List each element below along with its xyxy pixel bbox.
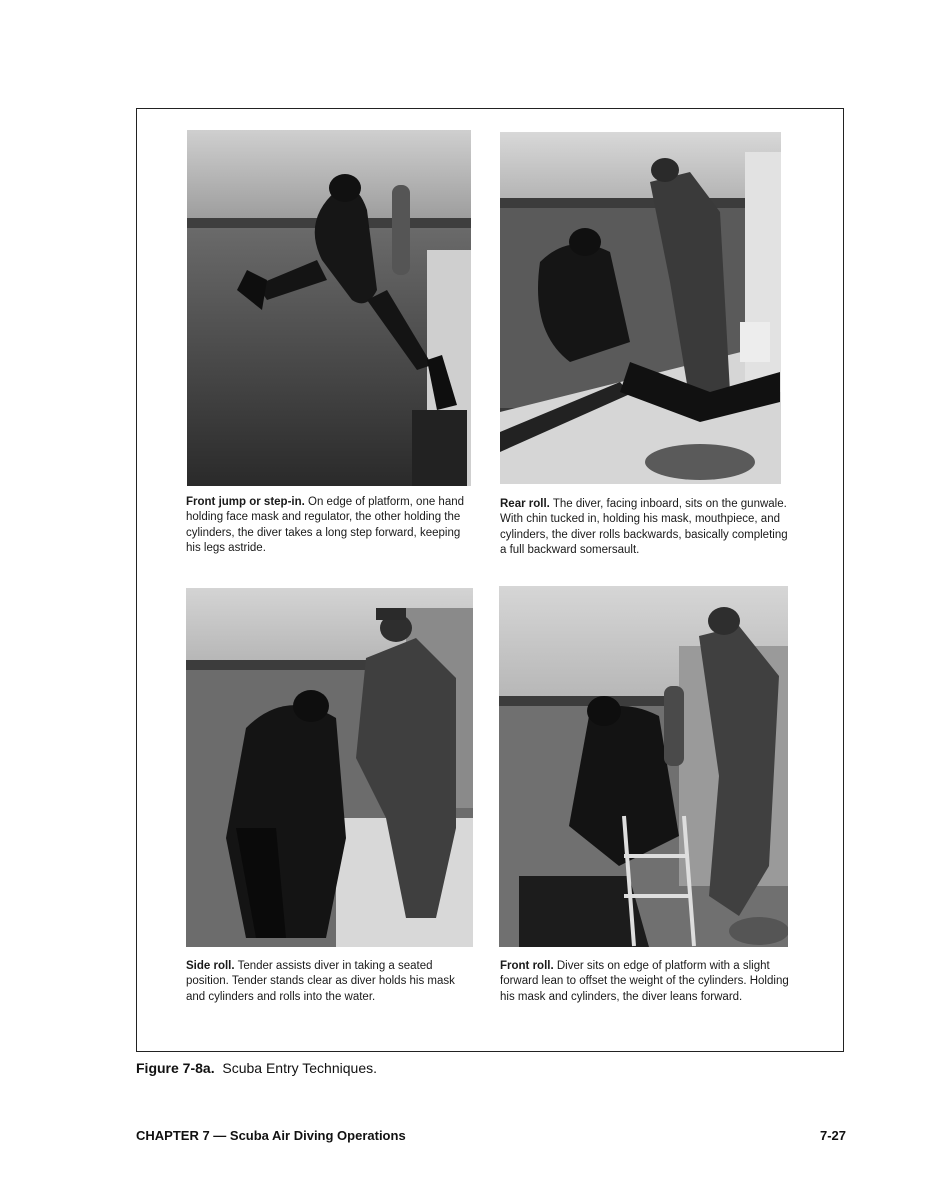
caption-front-jump-title: Front jump or step-in. — [186, 496, 305, 508]
caption-side-roll-title: Side roll. — [186, 960, 235, 972]
figure-title: Scuba Entry Techniques. — [214, 1060, 377, 1076]
caption-rear-roll — [500, 497, 790, 559]
figure-label: Figure 7-8a. — [136, 1060, 215, 1076]
caption-front-jump-text: On edge of platform, one hand holding face mask and regulator, the other holding the cylinders, the diver takes a long step forward, keeping his legs astride. — [186, 496, 465, 555]
caption-front-roll-title: Front roll. — [500, 960, 554, 972]
caption-rear-roll-title: Rear roll. — [500, 498, 550, 510]
caption-rear-roll-text: The diver, facing inboard, sits on the gunwale. With chin tucked in, holding his mask, mouthpiece, and cylinders, the diver rolls backwards, basically completing a full backward somersault. — [500, 498, 788, 557]
figure-caption — [136, 1060, 377, 1076]
footer-page-number: 7-27 — [819, 1128, 846, 1143]
photo-side-roll — [186, 588, 473, 947]
footer-chapter: CHAPTER 7 — Scuba Air Diving Operations — [136, 1128, 406, 1143]
photo-rear-roll — [500, 132, 781, 484]
photo-front-jump — [187, 130, 471, 486]
caption-front-roll-text: Diver sits on edge of platform with a slight forward lean to offset the weight of the cylinders. Holding his mask and cylinders, the diver leans forward. — [500, 960, 789, 1003]
photo-front-roll — [499, 586, 788, 947]
caption-front-jump — [186, 495, 471, 557]
caption-side-roll-text: Tender assists diver in taking a seated position. Tender stands clear as diver holds his mask and cylinders and rolls into the water. — [186, 960, 455, 1003]
caption-front-roll — [500, 959, 790, 1005]
caption-side-roll — [186, 959, 476, 1005]
